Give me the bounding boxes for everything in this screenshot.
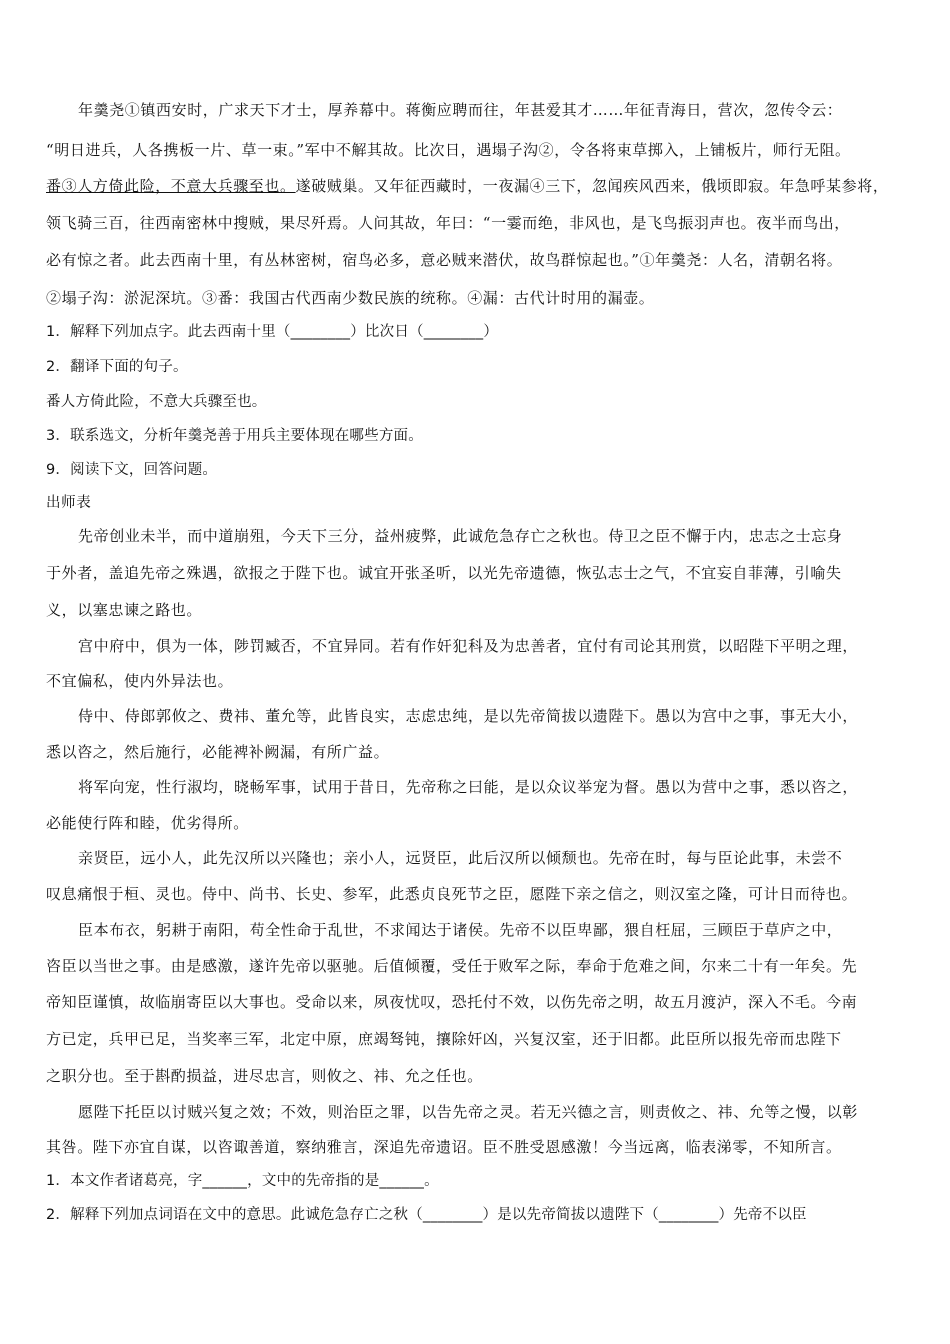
passage2-line-7: 悉以咨之，然后施行，必能裨补阙漏，有所广益。 <box>46 743 390 761</box>
passage2-title: 出师表 <box>46 495 92 511</box>
passage1-line-4: 领飞骑三百，往西南密林中搜贼，果尽歼焉。人问其故，年曰：“一霎而绝，非风也，是飞鸟振羽声也。夜半而鸟出， <box>46 214 850 232</box>
passage2-line-5: 不宜偏私，使内外异法也。 <box>46 672 234 690</box>
passage1-line-5: 必有惊之者。此去西南十里，有丛林密树，宿鸟必多，意必贼来潜伏，故鸟群惊起也。”①年羹尧：人名，清朝名将。 <box>46 251 843 269</box>
passage1-line-3-rest: 遂破贼巢。又年征西藏时，一夜漏④三下，忽闻疾风西来，俄顷即寂。年急呼某参将， <box>295 177 889 195</box>
question-1-2-sentence: 番人方倚此险，不意大兵骤至也。 <box>46 394 267 410</box>
passage1-line-6: ②塌子沟：淤泥深坑。③番：我国古代西南少数民族的统称。④漏：古代计时用的漏壶。 <box>46 289 655 307</box>
passage2-line-4: 宫中府中，俱为一体，陟罚臧否，不宜异同。若有作奸犯科及为忠善者，宜付有司论其刑赏，以昭陛下平明之理， <box>78 637 859 655</box>
passage2-line-10: 亲贤臣，远小人，此先汉所以兴隆也；亲小人，远贤臣，此后汉所以倾颓也。先帝在时，每与臣论此事，未尝不 <box>78 849 843 867</box>
passage2-line-6: 侍中、侍郎郭攸之、费祎、董允等，此皆良实，志虑忠纯，是以先帝简拔以遗陛下。愚以为宫中之事，事无大小， <box>78 707 859 725</box>
passage1-line-2: “明日进兵，人各携板一片、草一束。”军中不解其故。比次日，遇塌子沟②，令各将束草掷入，上铺板片，师行无阻。 <box>46 141 851 159</box>
passage2-line-1: 先帝创业未半，而中道崩殂，今天下三分，益州疲弊，此诚危急存亡之秋也。侍卫之臣不懈于内，忠志之士忘身 <box>78 527 843 545</box>
passage2-line-9: 必能使行阵和睦，优劣得所。 <box>46 814 249 832</box>
question-9: 9．阅读下文，回答问题。 <box>46 462 218 478</box>
passage1-line-1: 年羹尧①镇西安时，广求天下才士，厚养幕中。蒋衡应聘而往，年甚爱其才……年征青海日，营次，忽传令云： <box>78 101 843 119</box>
passage2-line-18: 其咎。陛下亦宜自谋，以咨诹善道，察纳雅言，深追先帝遗诏。臣不胜受恩感激！今当远离，临表涕零，不知所言。 <box>46 1138 842 1156</box>
passage2-line-16: 之职分也。至于斟酌损益，进尽忠言，则攸之、祎、允之任也。 <box>46 1067 483 1085</box>
passage2-line-17: 愿陛下托臣以讨贼兴复之效；不效，则治臣之罪，以告先帝之灵。若无兴德之言，则责攸之、祎、允等之慢，以彰 <box>78 1103 859 1121</box>
passage2-line-14: 帝知臣谨慎，故临崩寄臣以大事也。受命以来，夙夜忧叹，恐托付不效，以伤先帝之明，故五月渡泸，深入不毛。今南 <box>46 993 858 1011</box>
passage1-line-3 <box>46 176 908 196</box>
passage2-line-11: 叹息痛恨于桓、灵也。侍中、尚书、长史、参军，此悉贞良死节之臣，愿陛下亲之信之，则汉室之隆，可计日而待也。 <box>46 885 858 903</box>
passage2-line-2: 于外者，盖追先帝之殊遇，欲报之于陛下也。诚宜开张圣听，以光先帝遗德，恢弘志士之气，不宜妄自菲薄，引喻失 <box>46 564 842 582</box>
passage2-line-15: 方已定，兵甲已足，当奖率三军，北定中原，庶竭驽钝，攘除奸凶，兴复汉室，还于旧都。此臣所以报先帝而忠陛下 <box>46 1030 842 1048</box>
passage2-line-12: 臣本布衣，躬耕于南阳，苟全性命于乱世，不求闻达于诸侯。先帝不以臣卑鄙，猥自枉屈，三顾臣于草庐之中， <box>78 921 843 939</box>
question-2-1: 1．本文作者诸葛亮，字______，文中的先帝指的是______。 <box>46 1173 439 1189</box>
underlined-sentence: 番③人方倚此险，不意大兵骤至也。 <box>46 177 296 195</box>
passage2-line-13: 咨臣以当世之事。由是感激，遂许先帝以驱驰。后值倾覆，受任于败军之际，奉命于危难之间，尔来二十有一年矣。先 <box>46 957 858 975</box>
question-1-1: 1．解释下列加点字。此去西南十里（________）比次日（________） <box>46 324 499 340</box>
passage2-line-8: 将军向宠，性行淑均，晓畅军事，试用于昔日，先帝称之曰能，是以众议举宠为督。愚以为营中之事，悉以咨之， <box>78 778 859 796</box>
question-2-2: 2．解释下列加点词语在文中的意思。此诚危急存亡之秋（________）是以先帝简拔以遗陛下（________）先帝不以臣 <box>46 1207 807 1223</box>
passage2-line-3: 义，以塞忠谏之路也。 <box>46 601 203 619</box>
question-1-3: 3．联系选文，分析年羹尧善于用兵主要体现在哪些方面。 <box>46 428 423 444</box>
question-1-2: 2．翻译下面的句子。 <box>46 359 188 375</box>
